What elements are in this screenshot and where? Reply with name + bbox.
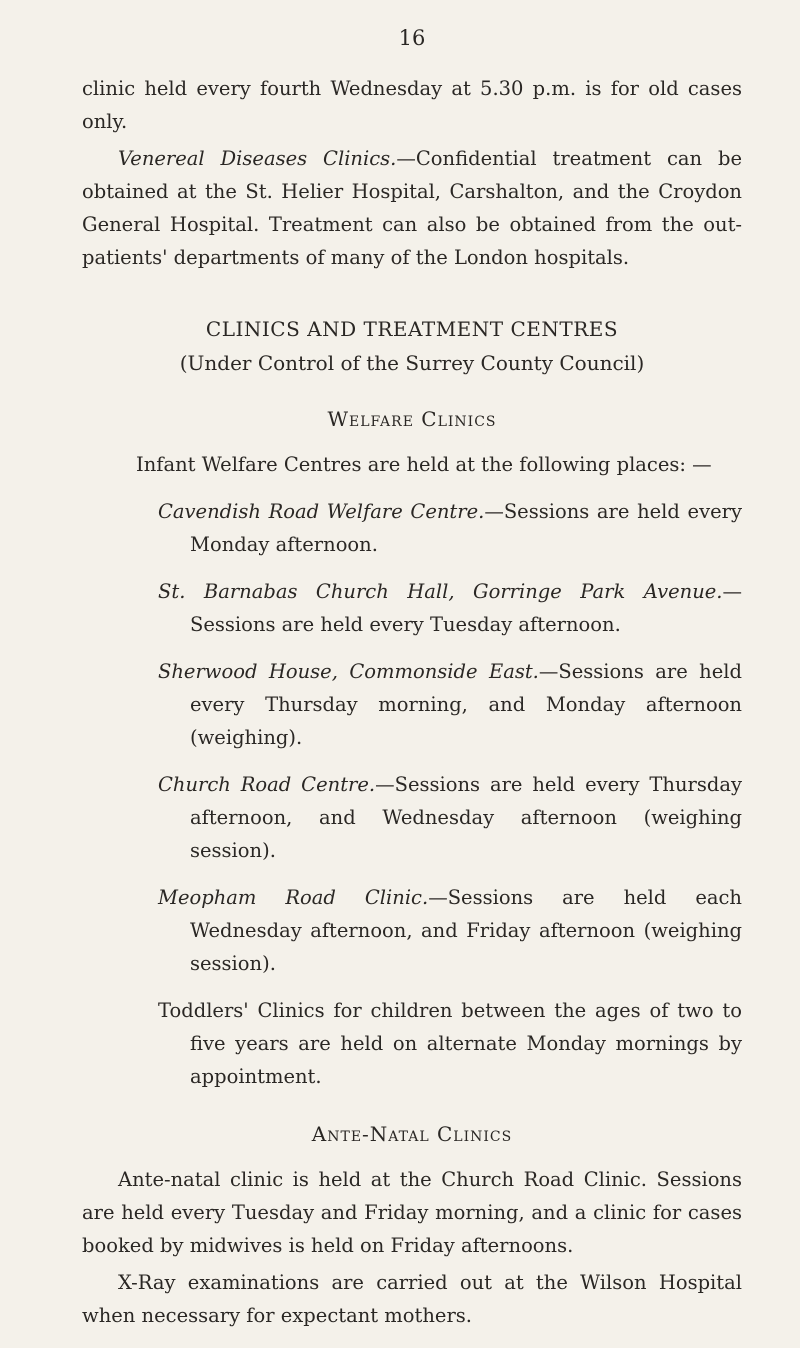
ante-natal-paragraph: Ante-natal clinic is held at the Church Road Clinic. Sessions are held every Tuesday and Friday morning, and a clinic for cases booked by midwives is held on Friday afternoons. — [82, 1168, 742, 1257]
section-subtitle: (Under Control of the Surrey County Council) — [179, 351, 645, 375]
venereal-diseases-paragraph — [82, 142, 742, 274]
welfare-entry: Church Road Centre.—Sessions are held every Thursday afternoon, and Wednesday afternoon (weighing session). — [158, 773, 742, 862]
welfare-entry: Sherwood House, Commonside East.—Sessions are held every Thursday morning, and Monday afternoon (weighing). — [158, 660, 742, 749]
vd-title: Venereal Diseases Clinics. — [118, 147, 397, 170]
welfare-lead: Infant Welfare Centres are held at the following places: — — [136, 453, 712, 476]
x-ray-paragraph: X-Ray examinations are carried out at the Wilson Hospital when necessary for expectant mothers. — [82, 1271, 742, 1327]
ante-natal-heading: Ante-Natal Clinics — [311, 1122, 513, 1146]
continuation-paragraph: clinic held every fourth Wednesday at 5.30 p.m. is for old cases only. — [82, 77, 742, 133]
welfare-entry: Cavendish Road Welfare Centre.—Sessions are held every Monday afternoon. — [158, 500, 742, 556]
welfare-entry: St. Barnabas Church Hall, Gorringe Park Avenue.—Sessions are held every Tuesday afternoon. — [158, 580, 742, 636]
toddlers-clinic-paragraph: Toddlers' Clinics for children between the ages of two to five years are held on alternate Monday mornings by appointment. — [158, 999, 742, 1088]
section-title: CLINICS AND TREATMENT CENTRES — [205, 317, 619, 341]
welfare-clinics-heading: Welfare Clinics — [327, 407, 497, 431]
page-number: 16 — [398, 26, 426, 50]
vd-body: —Confidential treatment can be obtained at the St. Helier Hospital, Carshalton, and the Croydon General Hospital. Treatment can also be obtained from the out-patients' departments of many of the London hospitals. — [82, 147, 742, 269]
welfare-entry: Meopham Road Clinic.—Sessions are held each Wednesday afternoon, and Friday afternoon (weighing session). — [158, 886, 742, 975]
